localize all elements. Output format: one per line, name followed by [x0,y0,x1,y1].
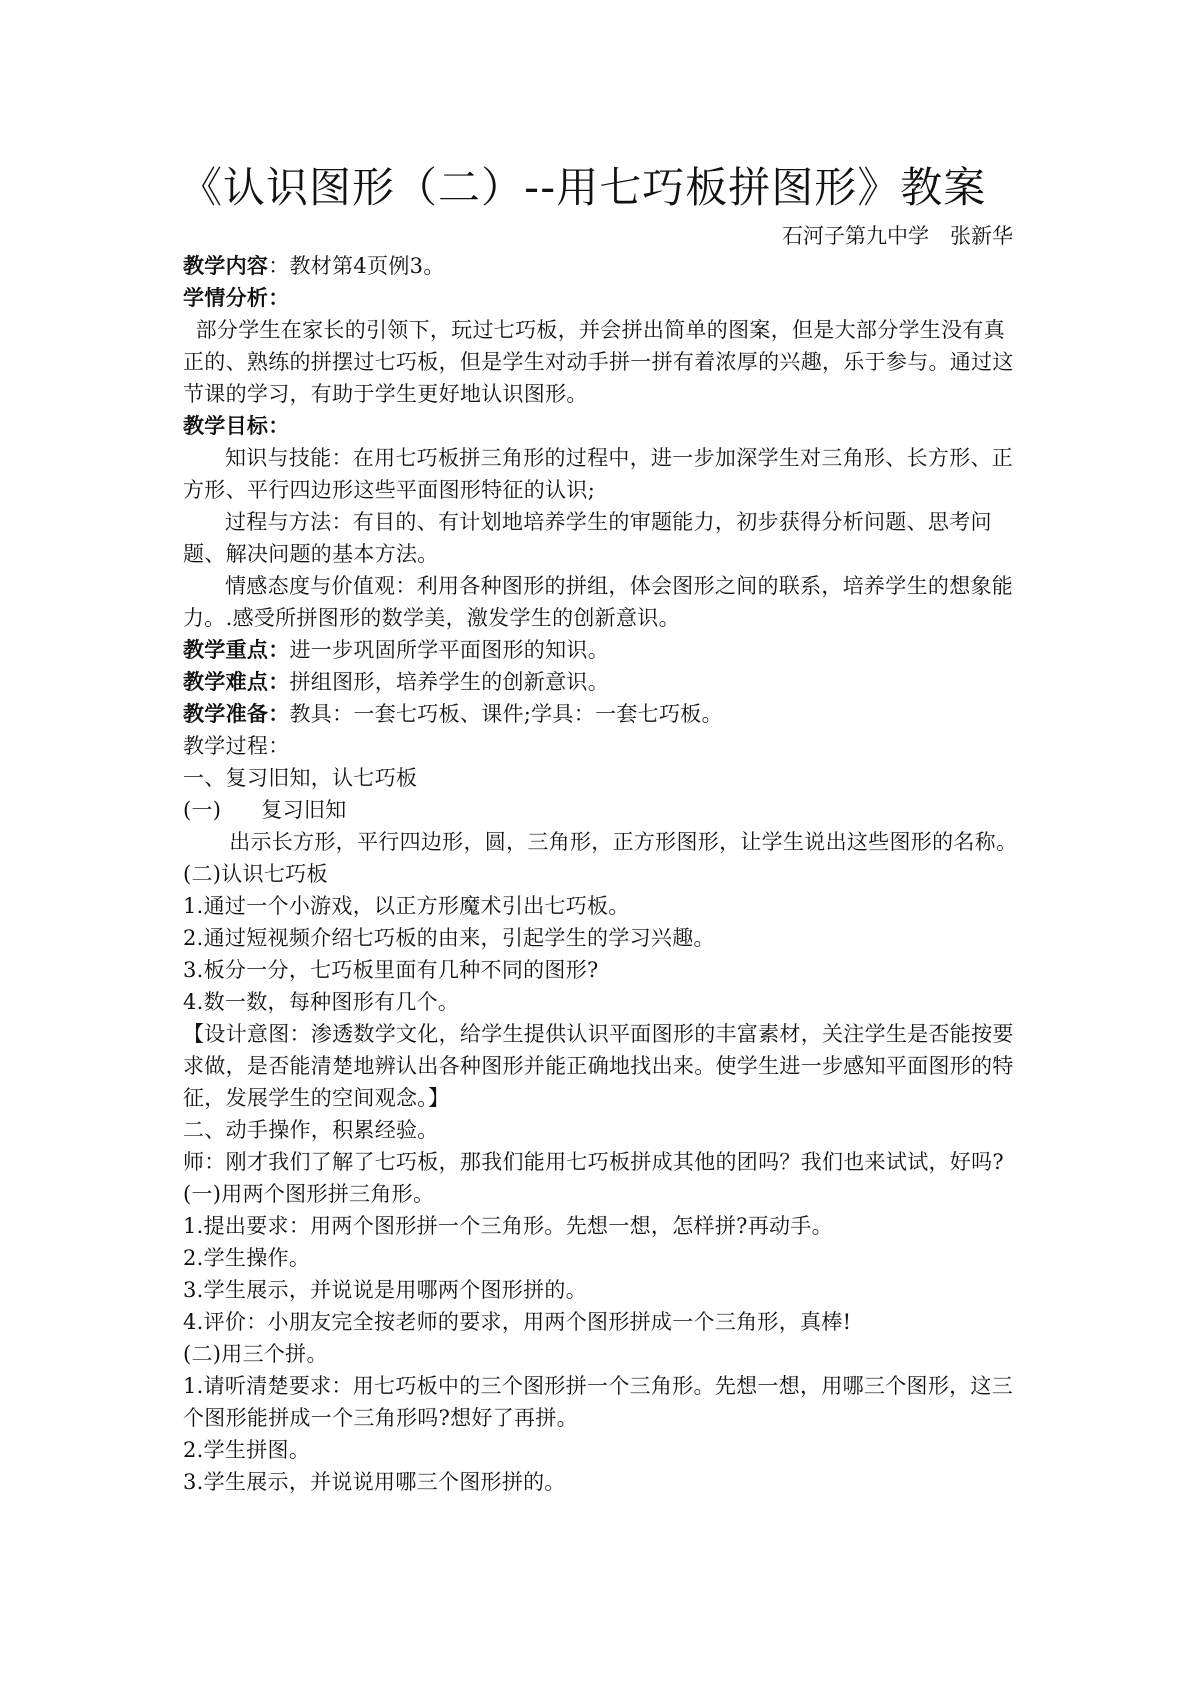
goals-heading: 教学目标： [183,414,290,438]
design-intent: 【设计意图：渗透数学文化，给学生提供认识平面图形的丰富素材，关注学生是否能按要求做，是否能清楚地辨认出各种图形并能正确地找出来。使学生进一步感知平面图形的特征，发展学生的空间观念。】 [183,1022,1014,1110]
list-item: 3.学生展示，并说说用哪三个图形拼的。 [183,1470,566,1494]
goal-knowledge: 知识与技能：在用七巧板拼三角形的过程中，进一步加深学生对三角形、长方形、正方形、平行四边形这些平面图形特征的认识; [183,446,1014,502]
key-label: 教学重点： [183,638,290,662]
list-item: 2.学生拼图。 [183,1438,311,1462]
subsection-3-heading: (一)用两个图形拼三角形。 [183,1182,435,1206]
subsection-4-heading: (二)用三个拼。 [183,1342,328,1366]
difficulty-label: 教学难点： [183,670,290,694]
list-item: 3.学生展示，并说说是用哪两个图形拼的。 [183,1278,588,1302]
list-item: 4.数一数，每种图形有几个。 [183,990,460,1014]
list-item: 2.通过短视频介绍七巧板的由来，引起学生的学习兴趣。 [183,926,715,950]
goal-emotion: 情感态度与价值观：利用各种图形的拼组，体会图形之间的联系，培养学生的想象能力。.感受所拼图形的数学美，激发学生的创新意识。 [183,574,1014,630]
prep-text: 教具：一套七巧板、课件;学具：一套七巧板。 [289,702,723,726]
key-text: 进一步巩固所学平面图形的知识。 [289,638,609,662]
subsection-1-heading: (一) 复习旧知 [183,798,347,822]
process-heading: 教学过程： [183,734,290,758]
subsection-2-heading: (二)认识七巧板 [183,862,328,886]
author-line: 石河子第九中学 张新华 [782,224,1013,248]
content-text: ：教材第4页例3。 [268,254,445,278]
list-item: 3.板分一分，七巧板里面有几种不同的图形? [183,958,599,982]
preparation-line [183,698,1023,730]
analysis-paragraph: 部分学生在家长的引领下，玩过七巧板，并会拼出简单的图案，但是大部分学生没有真正的、熟练的拼摆过七巧板，但是学生对动手拼一拼有着浓厚的兴趣，乐于参与。通过这节课的学习，有助于学生更好地认识图形。 [183,318,1014,406]
section-1-heading: 一、复习旧知，认七巧板 [183,766,418,790]
subsection-1-text: 出示长方形，平行四边形，圆，三角形，正方形图形，让学生说出这些图形的名称。 [229,830,1018,854]
list-item: 1.提出要求：用两个图形拼一个三角形。先想一想，怎样拼?再动手。 [183,1214,833,1238]
teacher-prompt: 师：刚才我们了解了七巧板，那我们能用七巧板拼成其他的团吗？我们也来试试，好吗? [183,1150,1004,1174]
document-body [183,250,1023,1498]
goal-process: 过程与方法：有目的、有计划地培养学生的审题能力，初步获得分析问题、思考问题、解决问题的基本方法。 [183,510,992,566]
key-point-line [183,634,1023,666]
difficulty-text: 拼组图形，培养学生的创新意识。 [289,670,609,694]
list-item: 4.评价：小朋友完全按老师的要求，用两个图形拼成一个三角形，真棒! [183,1310,852,1334]
analysis-heading: 学情分析： [183,286,290,310]
page-title: 《认识图形（二）--用七巧板拼图形》教案 [180,163,987,212]
prep-label: 教学准备： [183,702,290,726]
section-2-heading: 二、动手操作，积累经验。 [183,1118,439,1142]
content-line [183,250,1023,282]
list-item: 1.通过一个小游戏，以正方形魔术引出七巧板。 [183,894,630,918]
difficulty-line [183,666,1023,698]
list-item: 1.请听清楚要求：用七巧板中的三个图形拼一个三角形。先想一想，用哪三个图形，这三个图形能拼成一个三角形吗?想好了再拼。 [183,1374,1014,1430]
list-item: 2.学生操作。 [183,1246,311,1270]
content-label: 教学内容 [183,254,269,278]
